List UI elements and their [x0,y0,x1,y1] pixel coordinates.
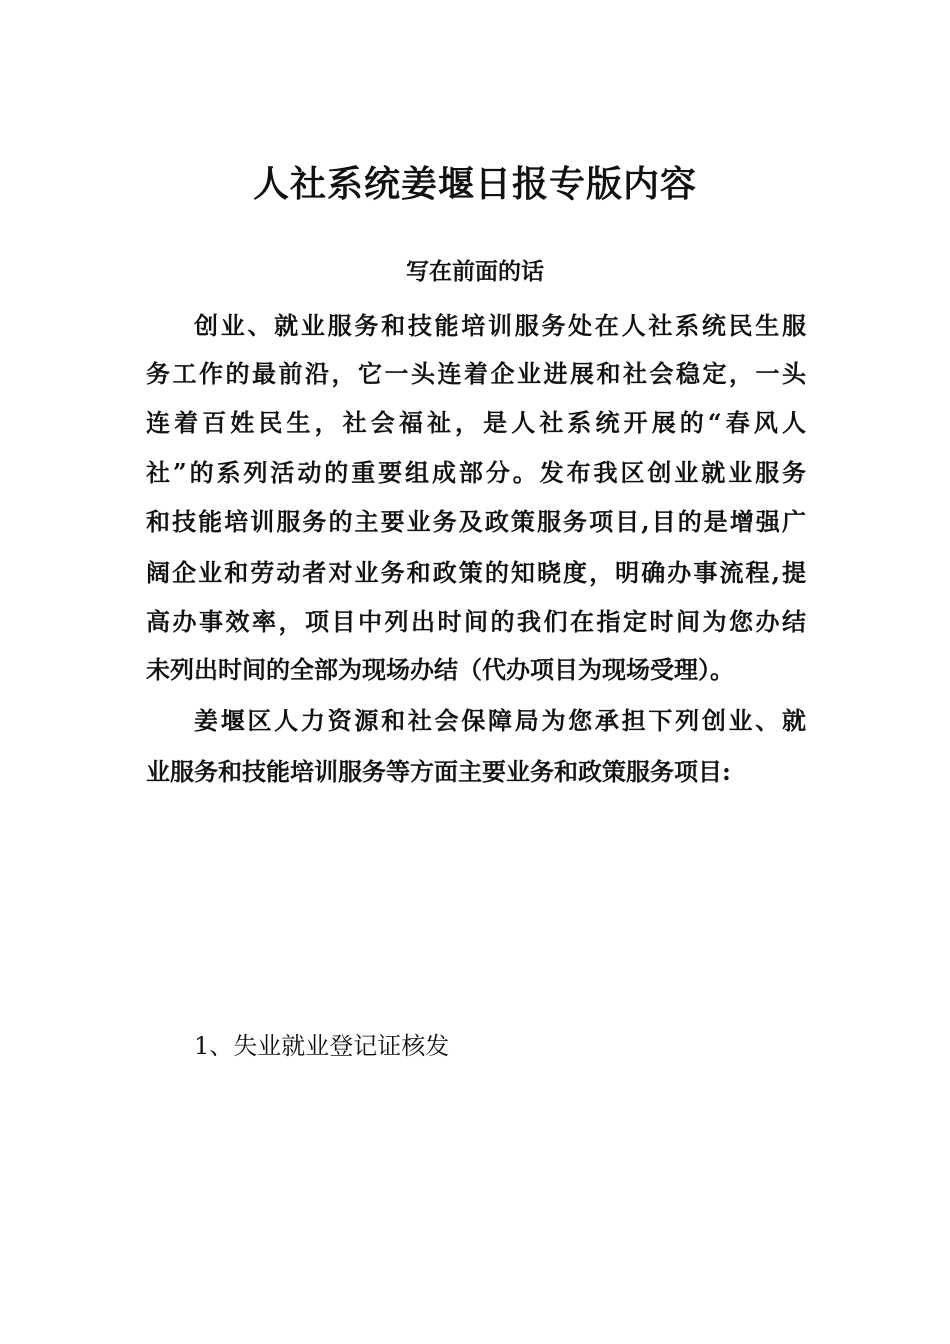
paragraph-1-line-6: 阔企业和劳动者对业务和政策的知晓度，明确办事流程,提 [146,558,806,587]
paragraph-1-line-3: 连着百姓民生，社会福祉，是人社系统开展的“春风人 [146,408,806,437]
paragraph-1-line-7: 高办事效率，项目中列出时间的我们在指定时间为您办结 [146,607,806,636]
section-heading: 写在前面的话 [406,259,544,285]
paragraph-1-line-1: 创业、就业服务和技能培训服务处在人社系统民生服 [194,311,806,340]
paragraph-1-line-4: 社”的系列活动的重要组成部分。发布我区创业就业服务 [146,458,806,487]
paragraph-1-line-8: 未列出时间的全部为现场办结（代办项目为现场受理）。 [146,655,734,684]
paragraph-2-line-2: 业服务和技能培训服务等方面主要业务和政策服务项目: [146,757,731,786]
paragraph-1-line-5: 和技能培训服务的主要业务及政策服务项目,目的是增强广 [146,507,806,536]
paragraph-1-line-2: 务工作的最前沿，它一头连着企业进展和社会稳定，一头 [146,359,806,388]
paragraph-2-line-1: 姜堰区人力资源和社会保障局为您承担下列创业、就 [194,706,806,735]
service-item-1: 1、失业就业登记证核发 [194,1032,450,1060]
document-title: 人社系统姜堰日报专版内容 [252,163,697,205]
